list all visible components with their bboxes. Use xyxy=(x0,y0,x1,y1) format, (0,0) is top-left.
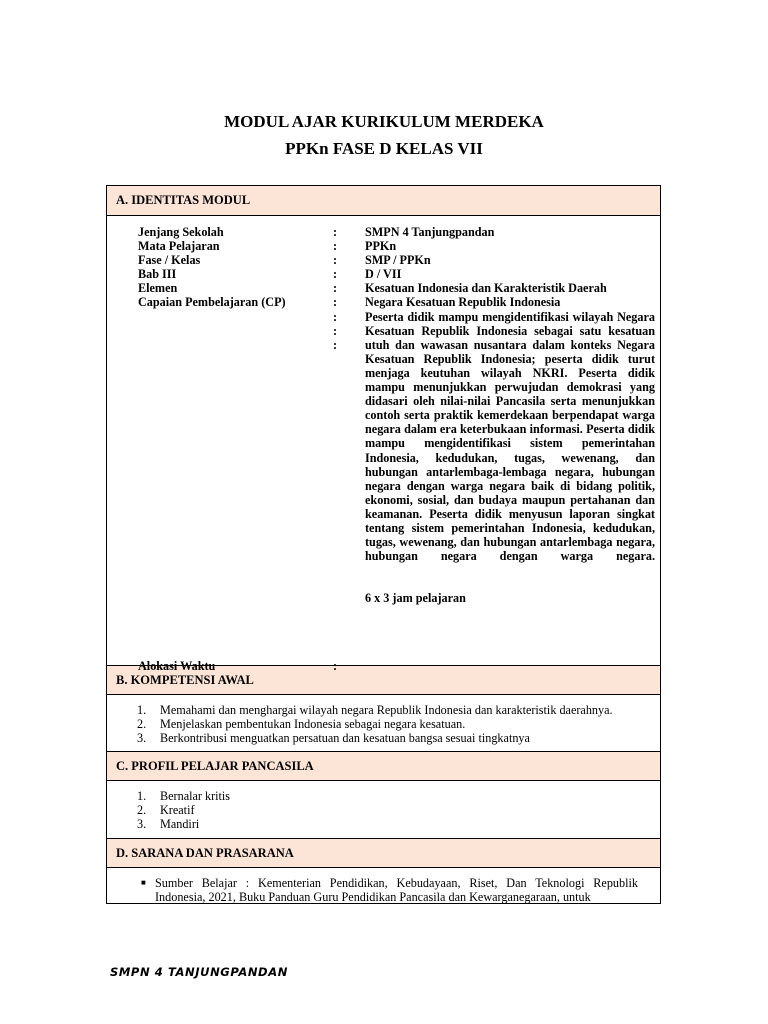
colon: : xyxy=(333,295,338,310)
list-item xyxy=(137,803,230,817)
item-text: Kreatif xyxy=(160,803,195,818)
item-number: 3. xyxy=(137,731,147,746)
item-text: Menjelaskan pembentukan Indonesia sebagai negara kesatuan. xyxy=(160,717,466,732)
list-item xyxy=(137,717,613,731)
colon: : xyxy=(333,239,338,254)
section-a-body xyxy=(107,216,660,673)
colon: : xyxy=(333,659,338,673)
item-number: 1. xyxy=(137,789,147,803)
page-footer: SMPN 4 TANJUNGPANDAN xyxy=(110,965,288,979)
section-c-body xyxy=(107,781,660,839)
profil-pelajar-list xyxy=(137,789,230,831)
section-b-body xyxy=(107,695,660,752)
section-a-heading: A. IDENTITAS MODUL xyxy=(107,186,660,216)
item-number: 2. xyxy=(137,717,147,732)
value-mapel: PPKn xyxy=(365,239,397,254)
item-number: 1. xyxy=(137,703,147,717)
colon: : xyxy=(333,267,338,282)
value-jenjang: SMPN 4 Tanjungpandan xyxy=(365,225,495,239)
colon: : xyxy=(333,253,338,268)
list-item xyxy=(137,703,613,717)
item-text: Bernalar kritis xyxy=(160,789,231,803)
list-item xyxy=(141,876,638,904)
value-bab: D / VII xyxy=(365,267,402,282)
list-item xyxy=(137,817,230,831)
identity-labels xyxy=(138,225,286,310)
document-subtitle: PPKn FASE D KELAS VII xyxy=(285,139,483,158)
module-table xyxy=(106,185,661,904)
identity-colons xyxy=(333,225,343,352)
item-number: 3. xyxy=(137,817,147,832)
label-mapel: Mata Pelajaran xyxy=(138,239,220,254)
colon: : xyxy=(333,225,338,239)
sumber-belajar-text: Sumber Belajar : Kementerian Pendidikan, Kebudayaan, Riset, Dan Teknologi Republik Indonesia, 2021, Buku Panduan Guru Pendidikan Pancasila dan Kewarganegaraan, untuk xyxy=(155,876,638,905)
list-item xyxy=(137,731,613,745)
list-item xyxy=(137,789,230,803)
document-title: MODUL AJAR KURIKULUM MERDEKA xyxy=(224,112,544,131)
item-number: 2. xyxy=(137,803,147,818)
section-b-heading: B. KOMPETENSI AWAL xyxy=(107,666,660,695)
colon: : xyxy=(333,309,338,324)
section-d-heading: D. SARANA DAN PRASARANA xyxy=(107,839,660,868)
lesson-hours: 6 x 3 jam pelajaran xyxy=(365,591,466,606)
label-elemen: Elemen xyxy=(138,281,178,296)
capaian-pembelajaran-text: Peserta didik mampu mengidentifikasi wilayah Negara Kesatuan Republik Indonesia sebagai satu kesatuan utuh dan wawasan nusantara dalam konteks Negara Kesatuan Republik Indonesia; peserta didik turut menjaga keutuhan wilayah NKRI. Peserta didik mampu menunjukkan perwujudan demokrasi yang didasari oleh nilai-nilai Pancasila serta menunjukkan contoh serta praktik kemerdekaan berpendapat warga negara dalam era keterbukaan informasi. Peserta didik mampu mengidentifikasi sistem pemerintahan Indonesia, kedudukan, tugas, wewenang, dan hubungan antarlembaga-lembaga negara, hubungan negara dengan warga negara baik di bidang politik, ekonomi, sosial, dan budaya maupun pertahanan dan keamanan. Peserta didik menyusun laporan singkat tentang sistem pemerintahan Indonesia, kedudukan, tugas, wewenang, dan hubungan antarlembaga negara, hubungan negara dengan warga negara. xyxy=(365,309,655,564)
label-alokasi-waktu: Alokasi Waktu xyxy=(138,659,216,673)
colon: : xyxy=(333,281,338,296)
section-c-heading: C. PROFIL PELAJAR PANCASILA xyxy=(107,752,660,781)
label-bab: Bab III xyxy=(138,267,177,282)
identity-values xyxy=(365,225,655,605)
label-jenjang: Jenjang Sekolah xyxy=(138,225,224,239)
label-fase: Fase / Kelas xyxy=(138,253,201,268)
item-text: Berkontribusi menguatkan persatuan dan kesatuan bangsa sesuai tingkatnya xyxy=(160,731,530,746)
value-cp-element: Negara Kesatuan Republik Indonesia xyxy=(365,295,561,310)
item-text: Mandiri xyxy=(160,817,200,832)
colon: : xyxy=(333,337,338,352)
value-fase: SMP / PPKn xyxy=(365,253,431,268)
item-text: Memahami dan menghargai wilayah negara Republik Indonesia dan karakteristik daerahnya. xyxy=(160,703,613,717)
label-cp: Capaian Pembelajaran (CP) xyxy=(138,295,286,310)
kompetensi-awal-list xyxy=(137,703,613,745)
section-d-body xyxy=(107,868,660,903)
square-bullet-icon: ■ xyxy=(141,878,146,887)
value-elemen: Kesatuan Indonesia dan Karakteristik Daerah xyxy=(365,281,607,296)
colon: : xyxy=(333,323,338,338)
